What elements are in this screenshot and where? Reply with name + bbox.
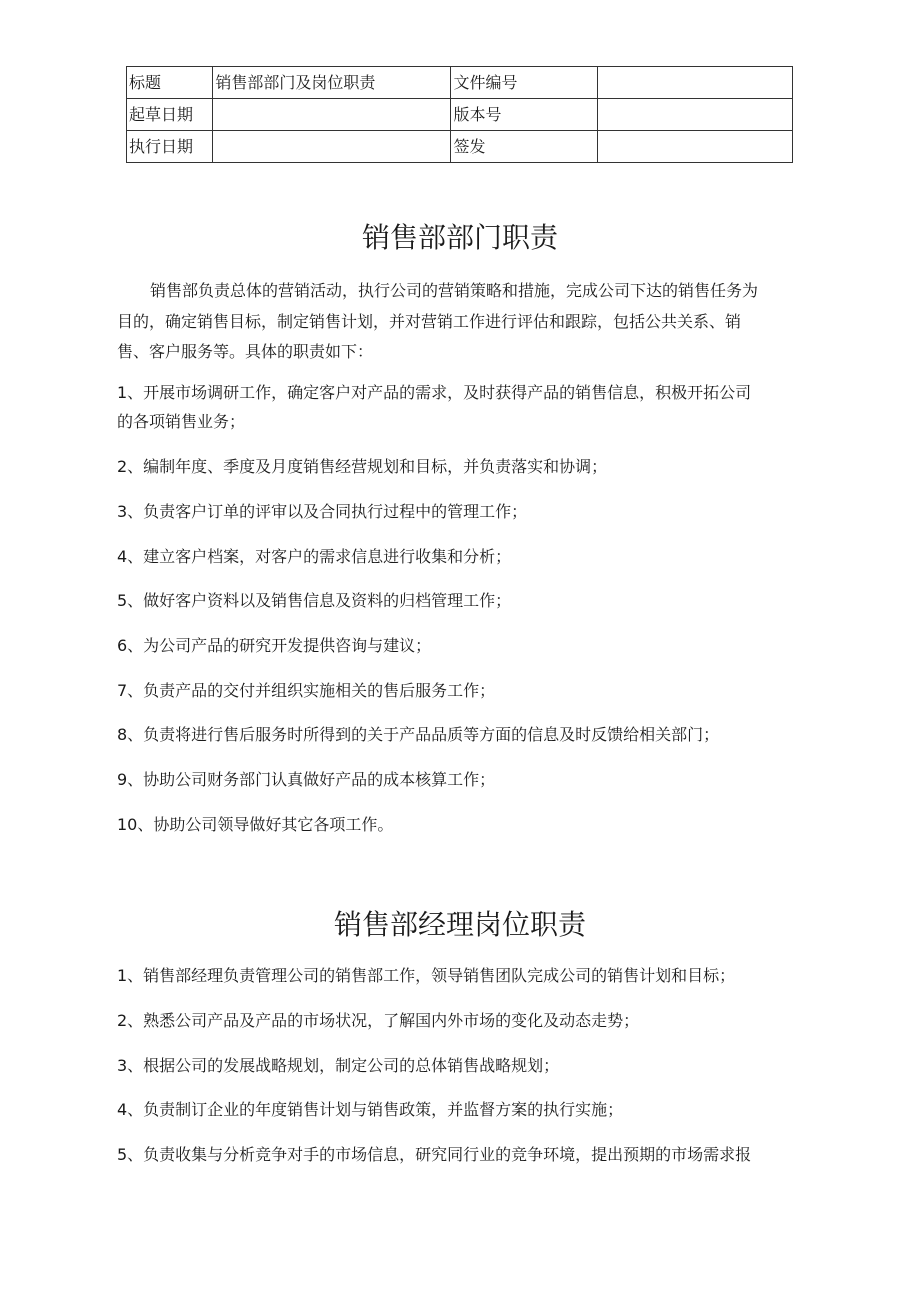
- value-title: 销售部部门及岗位职责: [213, 67, 451, 99]
- label-version: 版本号: [451, 99, 598, 131]
- section-title-department: 销售部部门职责: [361, 221, 558, 254]
- table-row: [127, 99, 793, 131]
- label-title: 标题: [127, 67, 213, 99]
- list-item: 5、做好客户资料以及销售信息及资料的归档管理工作；: [117, 591, 512, 610]
- list-item: 7、负责产品的交付并组织实施相关的售后服务工作；: [117, 681, 496, 700]
- list-item: 1、销售部经理负责管理公司的销售部工作，领导销售团队完成公司的销售计划和目标；: [117, 966, 736, 985]
- table-row: [127, 67, 793, 99]
- value-draft-date: [213, 99, 451, 131]
- list-item: 的各项销售业务；: [117, 412, 246, 431]
- label-draft-date: 起草日期: [127, 99, 213, 131]
- list-item: 8、负责将进行售后服务时所得到的关于产品品质等方面的信息及时反馈给相关部门；: [117, 725, 720, 744]
- section-title-manager: 销售部经理岗位职责: [333, 908, 586, 941]
- list-item: 1、开展市场调研工作，确定客户对产品的需求，及时获得产品的销售信息，积极开拓公司: [117, 383, 752, 402]
- value-sign-off: [598, 131, 793, 163]
- list-item: 3、根据公司的发展战略规划，制定公司的总体销售战略规划；: [117, 1056, 560, 1075]
- label-sign-off: 签发: [451, 131, 598, 163]
- list-item: 2、熟悉公司产品及产品的市场状况，了解国内外市场的变化及动态走势；: [117, 1011, 640, 1030]
- list-item: 9、协助公司财务部门认真做好产品的成本核算工作；: [117, 770, 496, 789]
- value-version: [598, 99, 793, 131]
- list-item: 5、负责收集与分析竞争对手的市场信息，研究同行业的竞争环境，提出预期的市场需求报: [117, 1145, 752, 1164]
- intro-line: 售、客户服务等。具体的职责如下：: [117, 342, 374, 361]
- list-item: 4、建立客户档案，对客户的需求信息进行收集和分析；: [117, 547, 512, 566]
- intro-line: 目的，确定销售目标，制定销售计划，并对营销工作进行评估和跟踪，包括公共关系、销: [117, 312, 742, 331]
- list-item: 3、负责客户订单的评审以及合同执行过程中的管理工作；: [117, 502, 528, 521]
- label-file-number: 文件编号: [451, 67, 598, 99]
- list-item: 6、为公司产品的研究开发提供咨询与建议；: [117, 636, 432, 655]
- list-item: 10、协助公司领导做好其它各项工作。: [117, 815, 394, 834]
- list-item: 4、负责制订企业的年度销售计划与销售政策，并监督方案的执行实施；: [117, 1100, 624, 1119]
- document-header-table: [126, 66, 793, 163]
- intro-line: 销售部负责总体的营销活动，执行公司的营销策略和措施，完成公司下达的销售任务为: [150, 281, 759, 300]
- value-exec-date: [213, 131, 451, 163]
- list-item: 2、编制年度、季度及月度销售经营规划和目标，并负责落实和协调；: [117, 457, 608, 476]
- value-file-number: [598, 67, 793, 99]
- table-row: [127, 131, 793, 163]
- label-exec-date: 执行日期: [127, 131, 213, 163]
